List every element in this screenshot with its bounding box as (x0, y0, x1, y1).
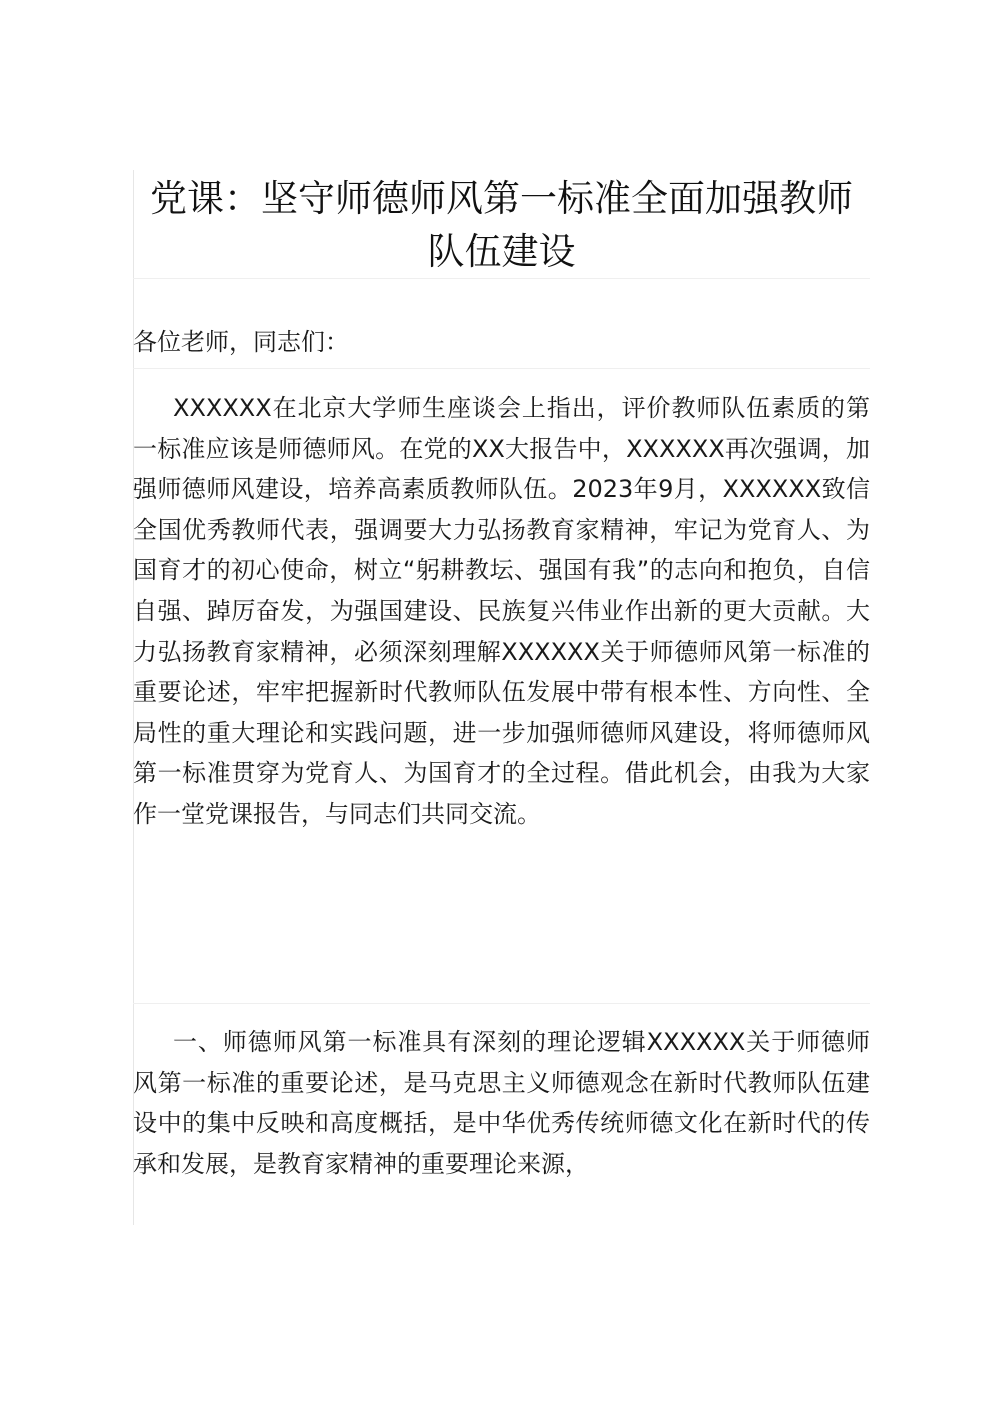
document-title: 党课：坚守师德师风第一标准全面加强教师队伍建设 (150, 177, 853, 273)
body-paragraph-section-1: 一、师德师风第一标准具有深刻的理论逻辑XXXXXX关于师德师风第一标准的重要论述，是马克思主义师德观念在新时代教师队伍建设中的集中反映和高度概括，是中华优秀传统师德文化在新时代的传承和发展，是教育家精神的重要理论来源， (133, 1028, 870, 1178)
paragraph-divider (133, 1003, 870, 1004)
paragraph-divider (133, 368, 870, 369)
salutation: 各位老师，同志们： (133, 328, 349, 356)
paragraph-divider (133, 278, 870, 279)
body-paragraph-intro: XXXXXX在北京大学师生座谈会上指出，评价教师队伍素质的第一标准应该是师德师风。在党的XX大报告中，XXXXXX再次强调，加强师德师风建设，培养高素质教师队伍。2023年9月，XXXXXX致信全国优秀教师代表，强调要大力弘扬教育家精神，牢记为党育人、为国育才的初心使命，树立“躬耕教坛、强国有我”的志向和抱负，自信自强、踔厉奋发，为强国建设、民族复兴伟业作出新的更大贡献。大力弘扬教育家精神，必须深刻理解XXXXXX关于师德师风第一标准的重要论述，牢牢把握新时代教师队伍发展中带有根本性、方向性、全局性的重大理论和实践问题，进一步加强师德师风建设，将师德师风第一标准贯穿为党育人、为国育才的全过程。借此机会，由我为大家作一堂党课报告，与同志们共同交流。 (133, 394, 870, 828)
